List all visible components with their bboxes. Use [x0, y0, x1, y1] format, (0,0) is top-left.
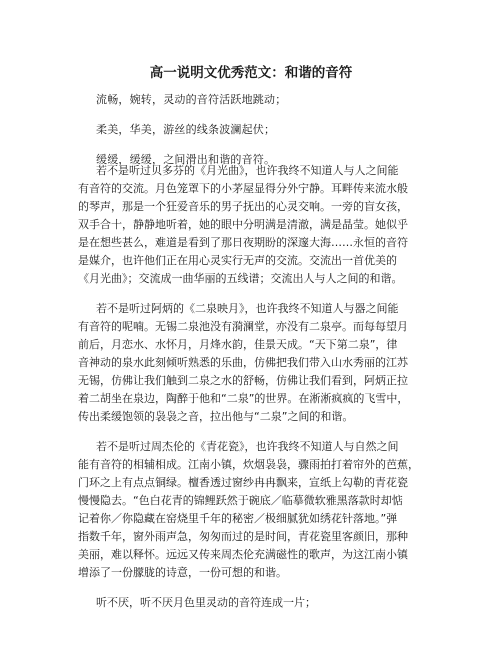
paragraph-line: 着二胡坐在泉边，陶醉于他和“二泉”的世界。在淅淅疯疯的飞雪中， [78, 392, 409, 405]
paragraph-line: 美丽，难以释怀。远远又传来周杰伦充满磁性的歌声，为这江南小镇 [78, 548, 408, 561]
paragraph-line: 是在想些甚么，难道是看到了那日夜期盼的深邃大海……永恒的音符 [78, 236, 408, 249]
paragraph-line: 增添了一份朦胧的诗意，一份可想的和谐。 [78, 566, 287, 579]
paragraph-line: 音神动的泉水此刻倾听熟悉的乐曲，仿佛把我们带入山水秀丽的江苏 [78, 356, 408, 369]
paragraph-line: 门环之上有点点铜绿。檀香透过窗纱冉冉飘来，宣纸上勾勒的青花瓷 [78, 476, 408, 489]
paragraph-line: 慢慢隐去。“色白花青的锦鲤跃然于碗底／临摹微软雅黑落款时却惦 [78, 494, 403, 507]
paragraph-line: 《月光曲》；交流成一曲华丽的五线谱；交流出人与人之间的和谐。 [78, 272, 403, 285]
document-title: 高一说明文优秀范文：和谐的音符 [149, 65, 353, 81]
paragraph-line: 能有音符的相辅相成。江南小镇，炊烟袅袅，骤雨拍打着帘外的芭蕉， [78, 458, 419, 471]
paragraph-line: 若不是听过周杰伦的《青花瓷》，也许我终不知道人与自然之间 [96, 440, 399, 453]
paragraph-line: 有音符的交流。月色笼罩下的小茅屋显得分外宁静。耳畔传来流水般 [78, 182, 408, 195]
paragraph-line: 的琴声，那是一个狂爱音乐的男子抚出的心灵交响。一旁的盲女孩， [78, 200, 408, 213]
paragraph-line: 记着你／你隐藏在窑烧里千年的秘密／极细腻犹如绣花针落地。”弹 [78, 512, 398, 525]
intro-line: 缓缓，缓缓，之间滑出和谐的音符。 [96, 153, 276, 166]
intro-line: 流畅，婉转，灵动的音符活跃地跳动； [96, 93, 287, 106]
paragraph-line: 传出柔缓饱领的袅袅之音，拉出他与“二泉”之间的和谐。 [78, 410, 354, 423]
paragraph-line: 无锡，仿佛让我们触到二泉之水的舒畅，仿佛让我们看到，阿炳正拉 [78, 374, 408, 387]
paragraph-line: 双手合十，静静地听着，她的眼中分明满是清澈，满是晶莹。她似乎 [78, 218, 408, 231]
paragraph-line: 是媒介，也许他们正在用心灵实行无声的交流。交流出一首优美的 [78, 254, 397, 267]
paragraph-line: 指数千年，窗外雨声急，匆匆而过的是时间，青花瓷里客颜旧，那种 [78, 530, 408, 543]
paragraph-line: 若不是听过贝多芬的《月光曲》，也许我终不知道人与人之间能 [96, 164, 399, 177]
paragraph-line: 听不厌，听不厌月色里灵动的音符连成一片； [96, 596, 316, 609]
paragraph-line: 前后，月恋水、水怀月，月烽水韵，佳景天成。“天下第二泉”，律 [78, 338, 398, 351]
paragraph-line: 若不是听过阿炳的《二泉映月》，也许我终不知道人与器之间能 [96, 302, 399, 315]
paragraph-line: 有音符的呢喃。无锡二泉池没有漪澜堂，亦没有二泉亭。而每每望月 [78, 320, 408, 333]
intro-line: 柔美，华美，游丝的线条波澜起伏； [96, 123, 276, 136]
